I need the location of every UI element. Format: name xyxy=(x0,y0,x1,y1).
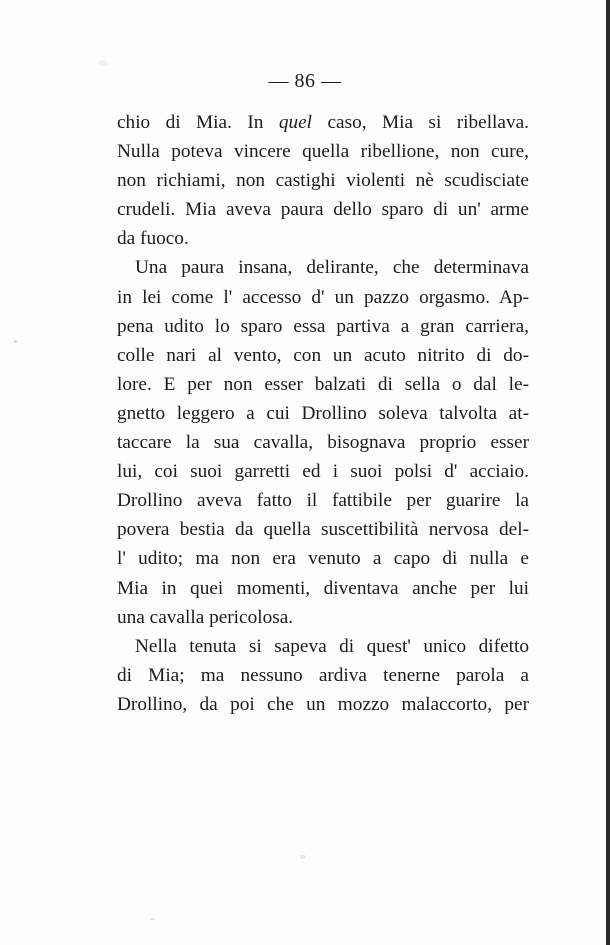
scan-speck xyxy=(98,60,108,66)
paragraph-2 xyxy=(117,253,529,631)
scan-speck xyxy=(14,340,17,343)
page-number: — 86 — xyxy=(268,70,342,92)
text-line: lore. E per non esser balzati di sella o dal le- xyxy=(117,373,529,395)
text-line: povera bestia da quella suscettibilità nervosa del- xyxy=(117,519,529,541)
text-line: Drollino aveva fatto il fattibile per guarire la xyxy=(117,490,529,512)
paragraph-3 xyxy=(117,632,529,719)
body-text xyxy=(117,108,529,719)
text-line: pena udito lo sparo essa partiva a gran carriera, xyxy=(117,315,529,337)
text-line: Nulla poteva vincere quella ribellione, non cure, xyxy=(117,141,529,163)
paragraph-1 xyxy=(117,108,529,253)
text-line: da fuoco. xyxy=(117,228,189,250)
scan-speck xyxy=(150,918,155,920)
text-line: lui, coi suoi garretti ed i suoi polsi d' acciaio. xyxy=(117,461,529,483)
text-line: non richiami, non castighi violenti nè scudisciate xyxy=(117,170,529,192)
text-line: colle nari al vento, con un acuto nitrito di do- xyxy=(117,344,529,366)
text-line: Drollino, da poi che un mozzo malaccorto, per xyxy=(117,693,529,715)
text-line: l' udito; ma non era venuto a capo di nulla e xyxy=(117,548,529,570)
text-line: Mia in quei momenti, diventava anche per lui xyxy=(117,577,529,599)
text-line: taccare la sua cavalla, bisognava proprio esser xyxy=(117,432,529,454)
text-line: crudeli. Mia aveva paura dello sparo di un' arme xyxy=(117,199,529,221)
text-line: Una paura insana, delirante, che determinava xyxy=(135,257,529,279)
text-line: Nella tenuta si sapeva di quest' unico difetto xyxy=(135,635,529,657)
page-edge-shadow xyxy=(606,0,610,945)
text-line: di Mia; ma nessuno ardiva tenerne parola a xyxy=(117,664,529,686)
scan-speck xyxy=(300,855,306,859)
text-line: chio di Mia. In quel caso, Mia si ribellava. xyxy=(117,112,529,133)
text-line: in lei come l' accesso d' un pazzo orgasmo. Ap- xyxy=(117,286,529,308)
italic-word: quel xyxy=(278,112,313,133)
text-line: gnetto leggero a cui Drollino soleva talvolta at- xyxy=(117,402,529,424)
text-line: una cavalla pericolosa. xyxy=(117,606,294,628)
